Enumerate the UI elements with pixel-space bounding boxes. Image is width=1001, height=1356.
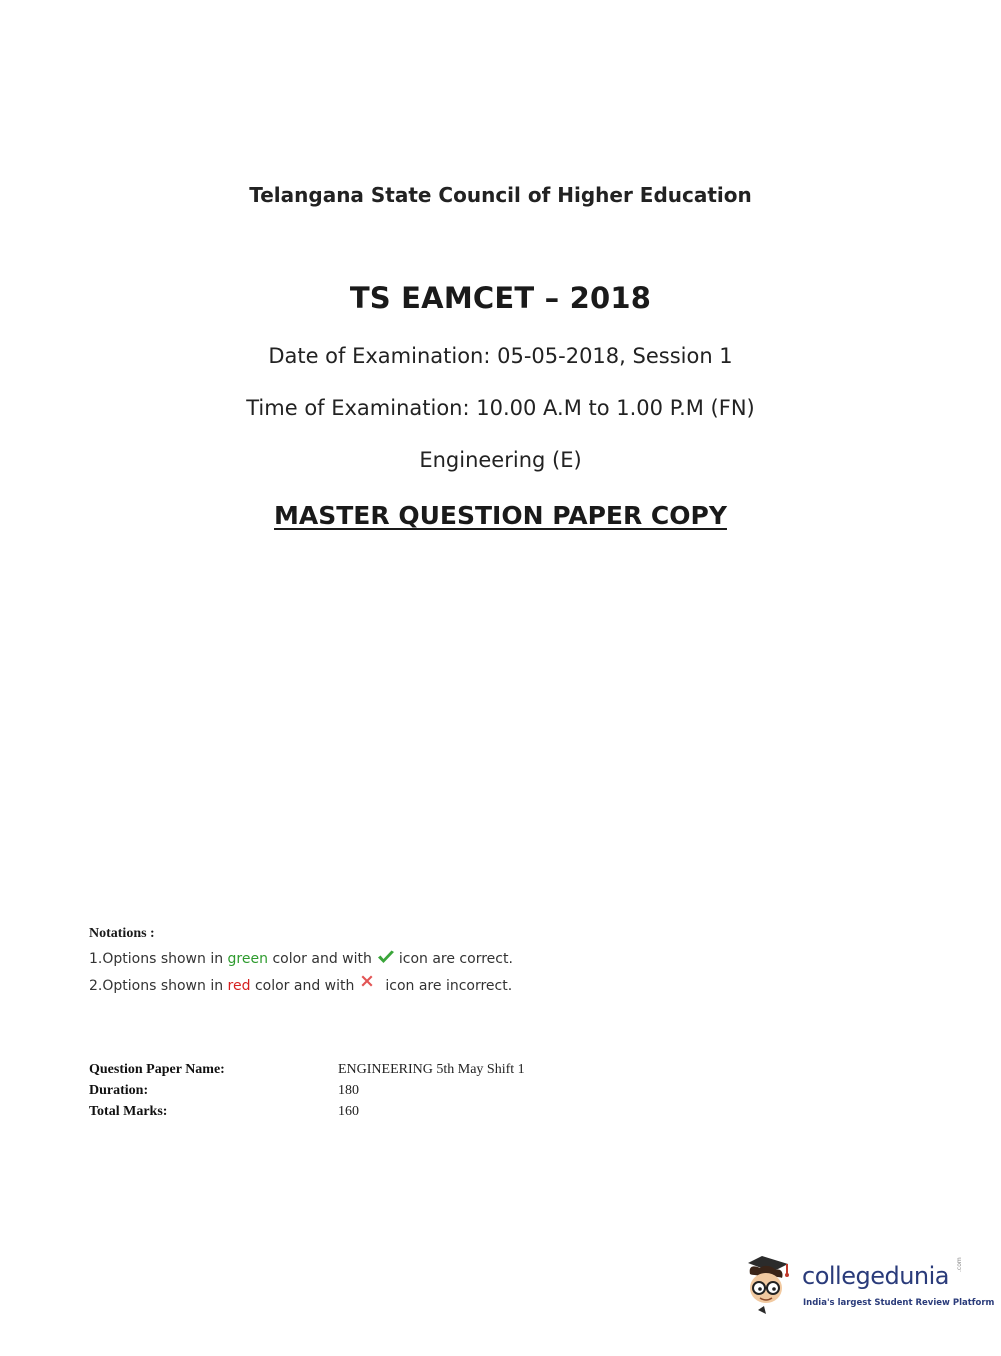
exam-stream: Engineering (E) [419,448,582,472]
notation-red-word: red [227,978,251,994]
notation-correct-prefix: 1.Options shown in [89,951,224,967]
master-copy-heading [0,501,1001,530]
duration-value: 180 [338,1083,359,1098]
paper-name-label: Question Paper Name: [89,1062,225,1077]
master-copy-text: MASTER QUESTION PAPER COPY [274,501,727,530]
total-marks-label: Total Marks: [89,1104,168,1119]
paper-info-row [89,1062,589,1083]
paper-name-value: ENGINEERING 5th May Shift 1 [338,1062,525,1077]
total-marks-value: 160 [338,1104,359,1119]
notation-incorrect-prefix: 2.Options shown in [89,978,224,994]
notation-green-word: green [227,951,268,967]
logo-com-suffix: .com [956,1257,963,1272]
duration-label: Duration: [89,1083,149,1098]
exam-title: TS EAMCET – 2018 [349,281,652,315]
notations-section [89,926,513,1002]
paper-info-row [89,1083,589,1104]
check-icon [377,950,395,964]
paper-info-row [89,1104,589,1125]
notation-correct [89,948,513,975]
council-name: Telangana State Council of Higher Education [249,183,752,207]
notation-incorrect [89,975,513,1002]
collegedunia-logo [742,1248,995,1320]
cross-icon [361,975,373,987]
logo-tagline: India's largest Student Review Platform [803,1298,995,1308]
mascot-icon [742,1248,802,1318]
paper-info [89,1062,589,1125]
exam-date: Date of Examination: 05-05-2018, Session 1 [268,344,733,368]
exam-time: Time of Examination: 10.00 A.M to 1.00 P.M (FN) [246,396,755,420]
notation-correct-middle: color and with [272,951,372,967]
notations-heading: Notations : [89,926,155,941]
notation-incorrect-suffix: icon are incorrect. [385,978,513,994]
notation-incorrect-middle: color and with [254,978,355,994]
notation-correct-suffix: icon are correct. [398,951,513,967]
logo-wordmark: collegedunia [802,1262,950,1290]
